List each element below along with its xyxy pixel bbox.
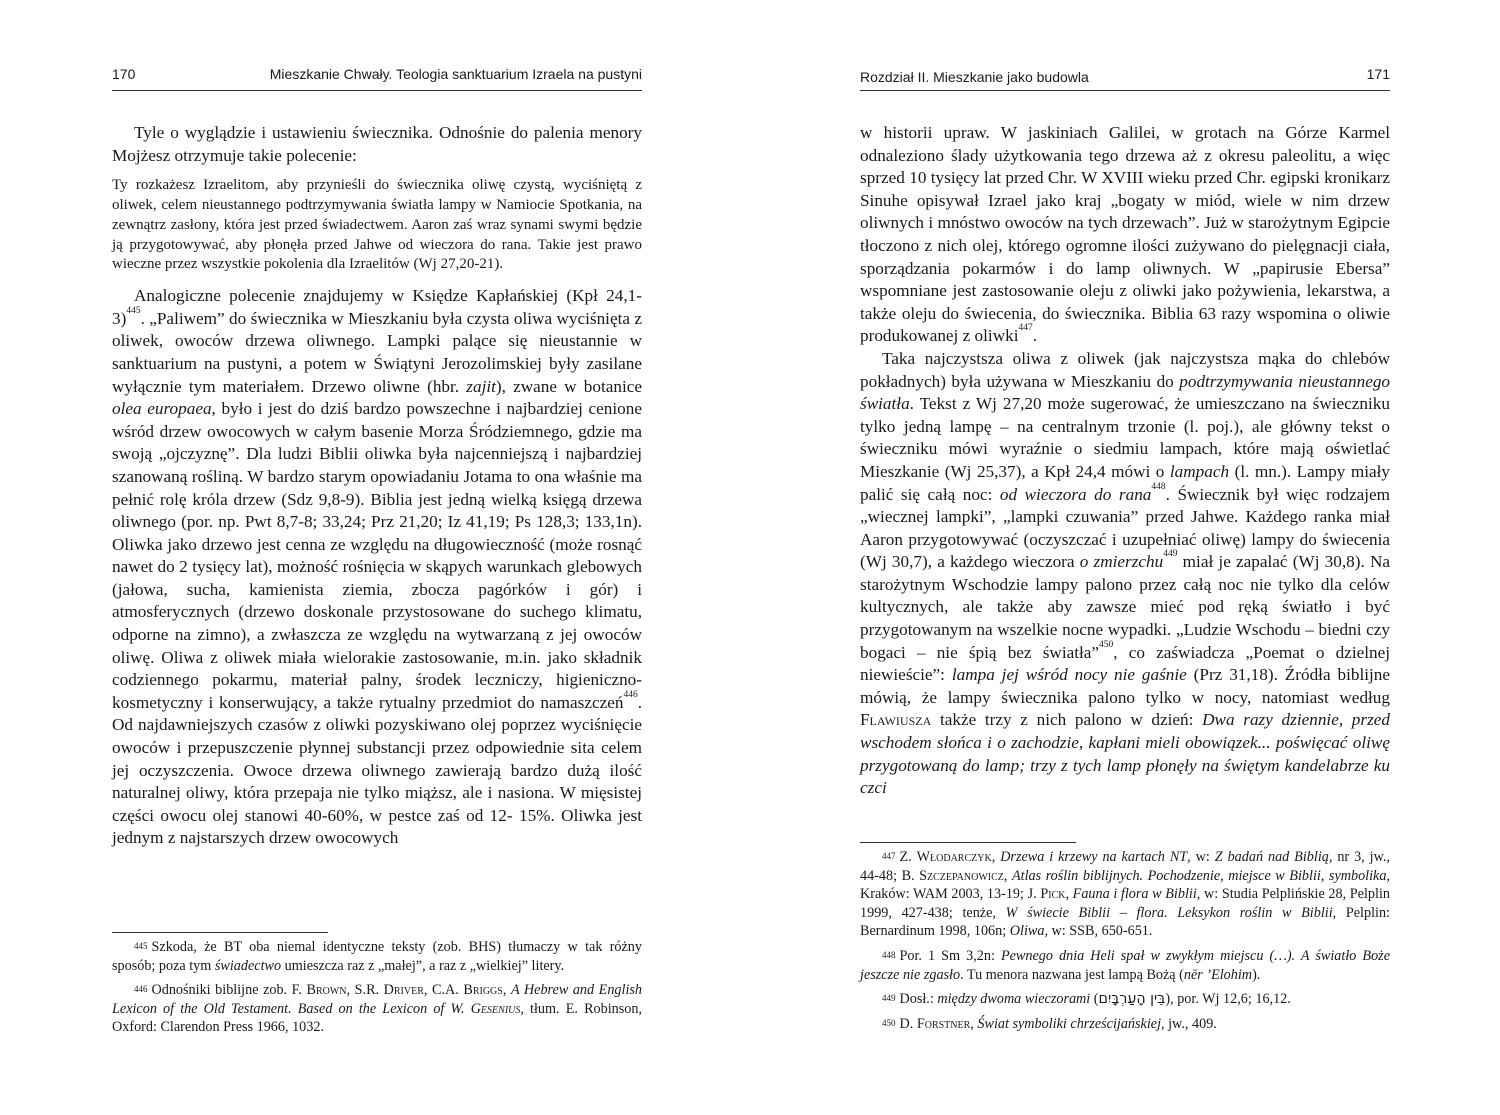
main-text [112,122,642,850]
footnote-ref: 445 [126,305,141,316]
footnote: $^{446}$ Odnośniki biblijne zob. F. Brown, S.R. Driver, C.A. Briggs, A Hebrew and English Lexicon of the Old Testament. Based on the Lexicon of W. Gesenius, tłum. E. Robinson, Oxford: Clarendon Press 1966, 1032. [112,982,643,1036]
page-header [860,64,1390,91]
running-head: Mieszkanie Chwały. Teologia sanktuarium Izraela na pustyni [269,66,642,82]
running-head: Rozdział II. Mieszkanie jako budowla [860,69,1089,85]
paragraph: Tyle o wyglądzie i ustawieniu świecznika. Odnośnie do palenia menory Mojżesz otrzymuje takie polecenie: [112,123,642,165]
footnote: $^{447}$ Z. Włodarczyk, Drzewa i krzewy na kartach NT, w: Z badań nad Biblią, nr 3, jw., 44-48; B. Szczepanowicz, Atlas roślin biblijnych. Pochodzenie, miejsce w Biblii, symbolika, Kraków: WAM 2003, 13-19; J. Pick, Fauna i flora w Biblii, w: Studia Pelplińskie 28, Pelplin 1999, 427-438; tenże, W świecie Biblii – flora. Leksykon roślin w Biblii, Pelplin: Bernardinum 1998, 106n; Oliwa, w: SSB, 650-651. [860,849,1390,940]
footnote: $^{448}$ Por. 1 Sm 3,2n: Pewnego dnia Heli spał w zwykłym miejscu (…). A światło Boże jeszcze nie zgasło. Tu menora nazwana jest lampą Bożą (nēr ’Elohim). [860,947,1390,983]
footnotes [860,848,1390,1039]
footnote: $^{449}$ Dosł.: między dwoma wieczorami (בֵּין הָעַרְבָּיִם), por. Wj 12,6; 16,12. [882,991,1291,1008]
paragraph: Analogiczne polecenie znajdujemy w Księdze Kapłańskiej (Kpł 24,1-3)$^{445}$. „Paliwem” do świecznika w Mieszkaniu była czysta oliwa wyciśnięta z oliwek, owoców drzewa oliwnego. Lampki palące się nieustannie w sanktuarium na pustyni, a potem w Świątyni Jerozolimskiej były zasilane wyłącznie tym materiałem. Drzewo oliwne (hbr. zajit), zwane w botanice olea europaea, było i jest do dziś bardzo powszechne i najbardziej cenione wśród drzew owocowych w całym basenie Morza Śródziemnego, gdzie ma swoją „ojczyznę”. Dla ludzi Biblii oliwka była najcenniejszą i najbardziej szanowaną rośliną. W bardzo starym opowiadaniu Jotama to ona właśnie ma pełnić rolę króla drzew (Sdz 9,8-9). Biblia jest jedną wielką księgą drzewa oliwnego (por. np. Pwt 8,7-8; 33,24; Prz 21,20; Iz 41,19; Ps 128,3; 133,1n). Oliwka jako drzewo jest cenna ze względu na długowieczność (może rosnąć nawet do 2 tysięcy lat), możność rośnięcia w skąpych warunkach glebowych (jałowa, sucha, kamienista ziemia, zbocza pagórków i gór) i atmosferycznych (drzewo doskonale przystosowane do suchego klimatu, odporne na zimno), a zwłaszcza ze względu na wytwarzaną z jej owoców oliwę. Oliwa z oliwek miała wielorakie zastosowanie, m.in. jako składnik codziennego pokarmu, materiał palny, środek leczniczy, higieniczno-kosmetyczny i konserwujący, a także rytualny przedmiot do namaszczeń$^{446}$. Od najdawniejszych czasów z oliwki pozyskiwano olej poprzez wyciśnięcie owoców i przepuszczenie płynnej substancji przez odpowiednie sita celem jej oczyszczenia. Owoce drzewa oliwnego zawierają bardzo dużą ilość naturalnej oliwy, która przepaja nie tylko miąższ, ale i nasiona. W mięsistej części owocu olej stanowi 40-60%, w pestce zaś od 12- 15%. Oliwka jest jednym z najstarszych drzew owocowych [112,286,642,848]
footnote: $^{445}$ Szkoda, że BT oba niemal identyczne teksty (zob. BHS) tłumaczy w tak różny sposób; poza tym świadectwo umieszcza raz z „małej”, a raz z „wielkiej” litery. [112,939,642,974]
paragraph: Taka najczystsza oliwa z oliwek (jak najczystsza mąka do chlebów pokładnych) była używana w Mieszkaniu do podtrzymywania nieustannego światła. Tekst z Wj 27,20 może sugerować, że umieszczano na świeczniku tylko jedną lampę – na centralnym trzonie (l. poj.), ale główny tekst o świeczniku mówi wyraźnie o siedmiu lampach, które mają oświetlać Mieszkanie (Wj 25,37), a Kpł 24,4 mówi o lampach (l. mn.). Lampy miały palić się całą noc: od wieczora do rana$^{448}$. Świecznik był więc rodzajem „wiecznej lampki”, „lampki czuwania” przed Jahwe. Każdego ranka miał Aaron przygotowywać (oczyszczać i uzupełniać oliwę) lampy do świecenia (Wj 30,7), a każdego wieczora o zmierzchu$^{449}$ miał je zapalać (Wj 30,8). Na starożytnym Wschodzie lampy palono przez całą noc nie tylko dla celów kultycznych, ale także aby zawsze mieć pod ręką światło i być przygotowanym na wszelkie nocne wypadki. „Ludzie Wschodu – biedni czy bogaci – nie śpią bez światła”$^{450}$, co zaświadcza „Poemat o dzielnej niewieście”: lampa jej wśród nocy nie gaśnie (Prz 31,18). Źródła biblijne mówią, że lampy świecznika palono tylko w nocy, natomiast według Flawiusza także trzy z nich palono w dzień: Dwa razy dziennie, przed wschodem słońca i o zachodzie, kapłani mieli obowiązek... poświęcać oliwę przygotowaną do lamp; trzy z tych lamp płonęły na świętym kandelabrze ku czci [860,348,1391,798]
footnotes [112,938,642,1043]
hebrew-text: בֵּין הָעַרְבָּיִם [1098,991,1166,1008]
footnote-ref: 448 [1151,481,1166,492]
footnote-ref: 450 [1099,639,1114,650]
footnote: $^{450}$ D. Forstner, Świat symboliki chrześcijańskiej, jw., 409. [882,1015,1217,1032]
page-header [112,64,642,91]
footnote-ref: 446 [623,689,638,700]
footnote-ref: 449 [1163,549,1178,560]
main-text [860,122,1390,800]
page-number: 170 [112,66,136,82]
block-quote: Ty rozkażesz Izraelitom, aby przynieśli do świecznika oliwę czystą, wyciśniętą z oliwek, celem nieustannego podtrzymywania światła lampy w Namiocie Spotkania, na zewnątrz zasłony, która jest przed świadectwem. Aaron zaś wraz synami swymi będzie ją przygotowywać, aby płonęła przed Jahwe od wieczora do rana. Takie jest prawo wieczne przez wszystkie pokolenia dla Izraelitów (Wj 27,20-21). [112,177,642,273]
footnote-separator [860,842,1076,843]
footnote-separator [112,932,328,933]
paragraph: w historii upraw. W jaskiniach Galilei, w grotach na Górze Karmel odnaleziono ślady użytkowania tego drzewa aż z okresu paleolitu, a więc sprzed 10 tysięcy lat przed Chr. W XVIII wieku przed Chr. egipski kronikarz Sinuhe opisywał Izrael jako kraj „bogaty w miód, wiele w nim drzew oliwnych i mnóstwo owoców na tych drzewach”. Już w starożytnym Egipcie tłoczono z nich olej, którego ogromne ilości zużywano do pielęgnacji ciała, sporządzania pokarmów i do lamp oliwnych. W „papirusie Ebersa” wspomniane jest zastosowanie oleju z oliwki jako pożywienia, lekarstwa, a także oleju do świecenia, do świecznika. Biblia 63 razy wspomina o oliwie produkowanej z oliwki$^{447}$. [860,123,1390,346]
footnote-ref: 447 [1018,323,1033,334]
page-number: 171 [1366,66,1390,82]
